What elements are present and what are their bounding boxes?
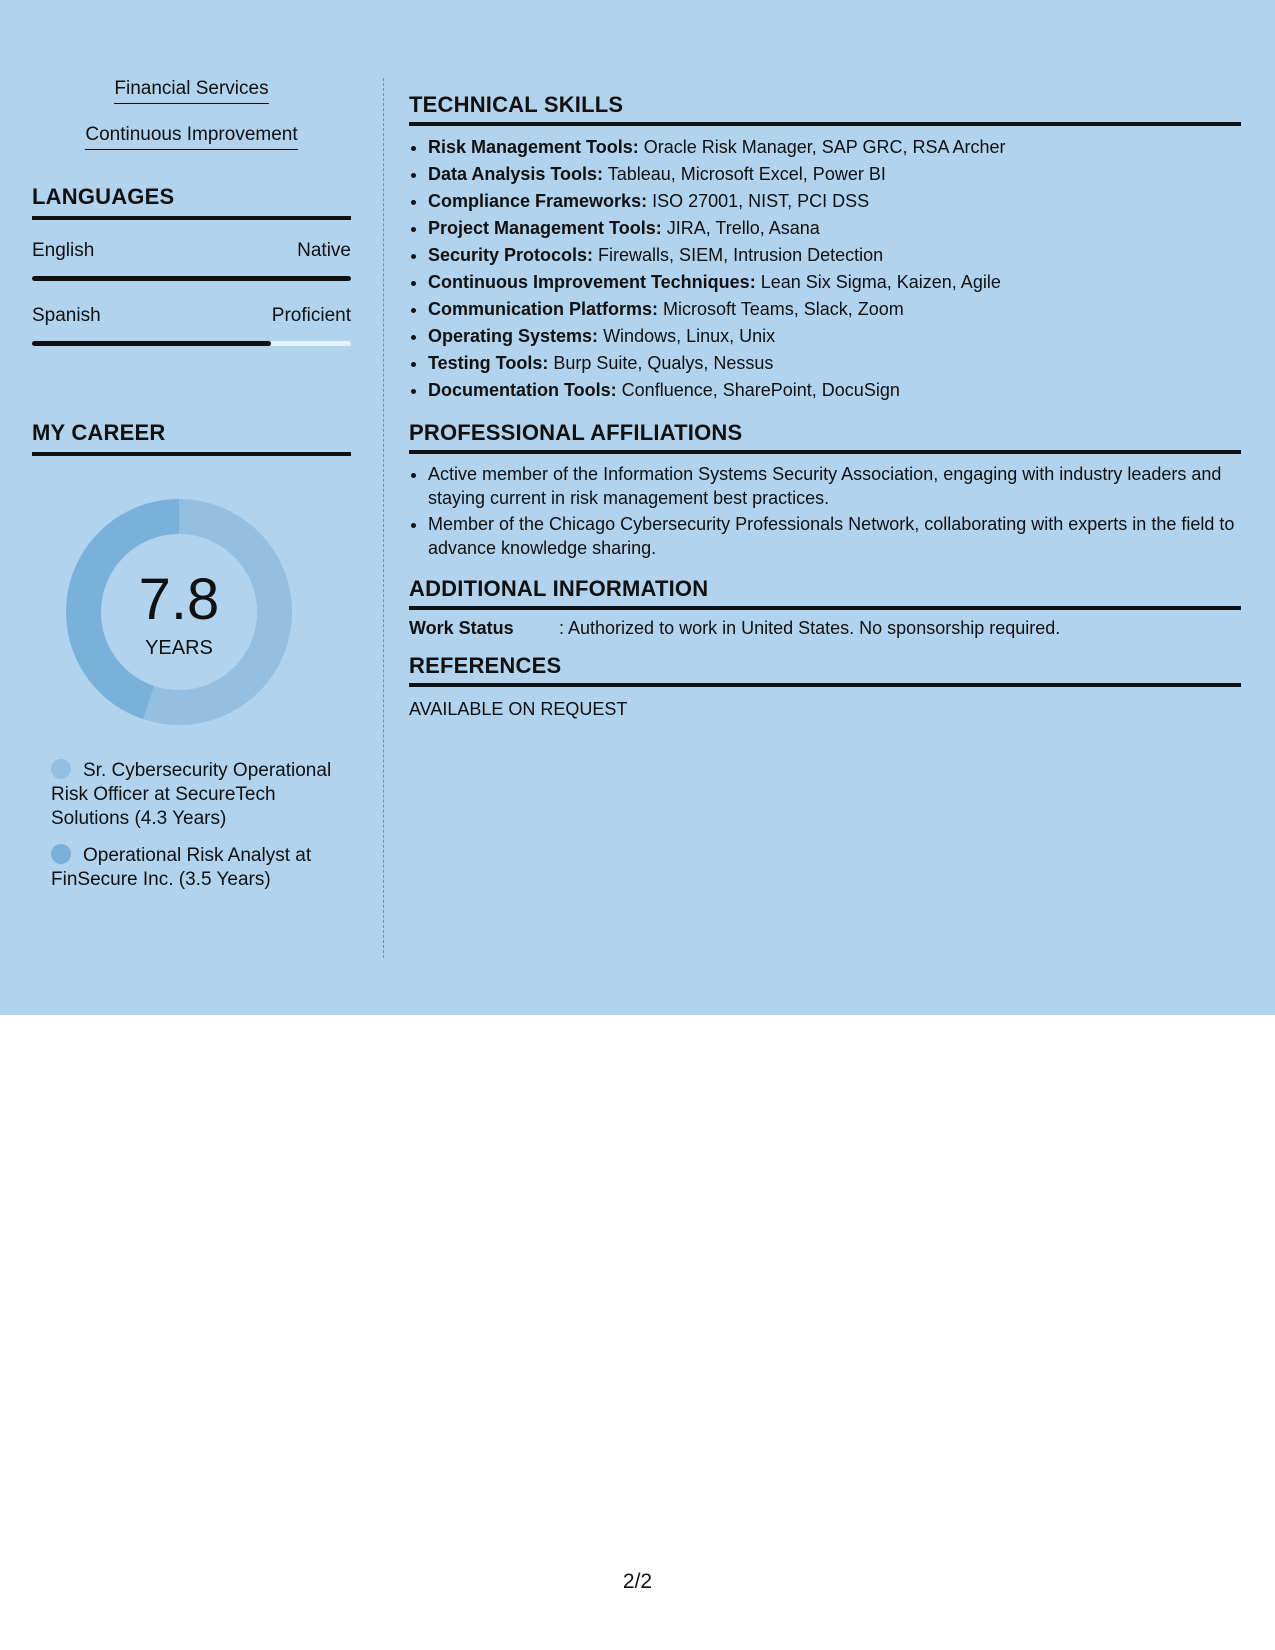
skill-item: [428, 377, 1241, 404]
skill-item: [428, 161, 1241, 188]
career-legend: [51, 759, 341, 892]
skill-value: JIRA, Trello, Asana: [661, 218, 820, 238]
tag-continuous-improvement: [32, 124, 351, 150]
affiliations-heading: PROFESSIONAL AFFILIATIONS: [409, 420, 1241, 454]
skill-item: [428, 323, 1241, 350]
skill-value: Confluence, SharePoint, DocuSign: [616, 380, 900, 400]
skill-label: Security Protocols:: [428, 245, 594, 265]
skill-item: [428, 242, 1241, 269]
language-english: [32, 240, 351, 281]
career-item-label: Operational Risk Analyst at FinSecure Inc. (3.5 Years): [51, 845, 312, 890]
career-total-years: 7.8: [138, 567, 220, 632]
career-years-label: YEARS: [145, 637, 213, 659]
language-bar: [32, 341, 351, 346]
right-column: [409, 92, 1241, 720]
language-spanish: [32, 305, 351, 346]
skill-label: Continuous Improvement Techniques:: [428, 272, 756, 292]
skill-label: Documentation Tools:: [428, 380, 617, 400]
skill-label: Compliance Frameworks:: [428, 191, 648, 211]
column-divider: [383, 78, 384, 958]
affiliation-item: • Active member of the Information Systems Security Association, engaging with industry leaders and staying current in risk management best practices.: [428, 462, 1241, 510]
skill-item: [428, 134, 1241, 161]
skill-item: [428, 269, 1241, 296]
skill-value: Tableau, Microsoft Excel, Power BI: [603, 164, 886, 184]
language-name: Spanish: [32, 305, 101, 326]
technical-skills-heading: TECHNICAL SKILLS: [409, 92, 1241, 126]
career-item: [51, 844, 341, 892]
legend-dot: [51, 759, 71, 779]
donut-center: [66, 499, 292, 725]
languages-section: [32, 184, 351, 346]
skill-value: Lean Six Sigma, Kaizen, Agile: [755, 272, 1001, 292]
work-status-label: Work Status: [409, 618, 514, 638]
language-level: Native: [297, 240, 351, 261]
skill-label: Communication Platforms:: [428, 299, 659, 319]
tag-label: Continuous Improvement: [85, 124, 297, 150]
additional-info-heading: ADDITIONAL INFORMATION: [409, 576, 1241, 610]
skill-item: [428, 215, 1241, 242]
language-bar: [32, 276, 351, 281]
work-status-value: : Authorized to work in United States. No sponsorship required.: [559, 618, 1061, 638]
tag-financial-services: [32, 78, 351, 104]
skill-label: Operating Systems:: [428, 326, 599, 346]
affiliations-list: [409, 462, 1241, 560]
career-donut-chart: [66, 499, 292, 725]
affiliation-item: • Member of the Chicago Cybersecurity Professionals Network, collaborating with experts in the field to advance knowledge sharing.: [428, 512, 1241, 560]
skill-item: [428, 188, 1241, 215]
career-section: [32, 420, 351, 892]
page-number: 2/2: [622, 1570, 653, 1593]
language-level: Proficient: [271, 305, 351, 326]
skill-label: Testing Tools:: [428, 353, 549, 373]
skill-value: Firewalls, SIEM, Intrusion Detection: [593, 245, 884, 265]
career-heading: MY CAREER: [32, 420, 351, 456]
skill-value: Oracle Risk Manager, SAP GRC, RSA Archer: [638, 137, 1006, 157]
career-item: [51, 759, 341, 831]
skill-value: ISO 27001, NIST, PCI DSS: [647, 191, 870, 211]
skill-value: Burp Suite, Qualys, Nessus: [548, 353, 774, 373]
language-bar-fill: [32, 341, 271, 346]
affiliations-section: [409, 420, 1241, 560]
tag-label: Financial Services: [114, 78, 268, 104]
skill-item: [428, 296, 1241, 323]
references-section: [409, 653, 1241, 720]
skill-value: Windows, Linux, Unix: [598, 326, 776, 346]
skill-label: Project Management Tools:: [428, 218, 662, 238]
language-name: English: [32, 240, 95, 261]
legend-dot: [51, 844, 71, 864]
skill-value: Microsoft Teams, Slack, Zoom: [658, 299, 904, 319]
references-text: AVAILABLE ON REQUEST: [409, 699, 628, 719]
additional-info-section: [409, 576, 1241, 639]
technical-skills-section: [409, 92, 1241, 404]
skill-label: Risk Management Tools:: [428, 137, 639, 157]
skill-label: Data Analysis Tools:: [428, 164, 604, 184]
left-column: [32, 78, 351, 905]
career-item-label: Sr. Cybersecurity Operational Risk Officer at SecureTech Solutions (4.3 Years): [51, 760, 332, 829]
work-status-row: [409, 618, 1241, 639]
language-bar-fill: [32, 276, 351, 281]
skills-list: [409, 134, 1241, 404]
references-heading: REFERENCES: [409, 653, 1241, 687]
languages-heading: LANGUAGES: [32, 184, 351, 220]
skill-item: [428, 350, 1241, 377]
